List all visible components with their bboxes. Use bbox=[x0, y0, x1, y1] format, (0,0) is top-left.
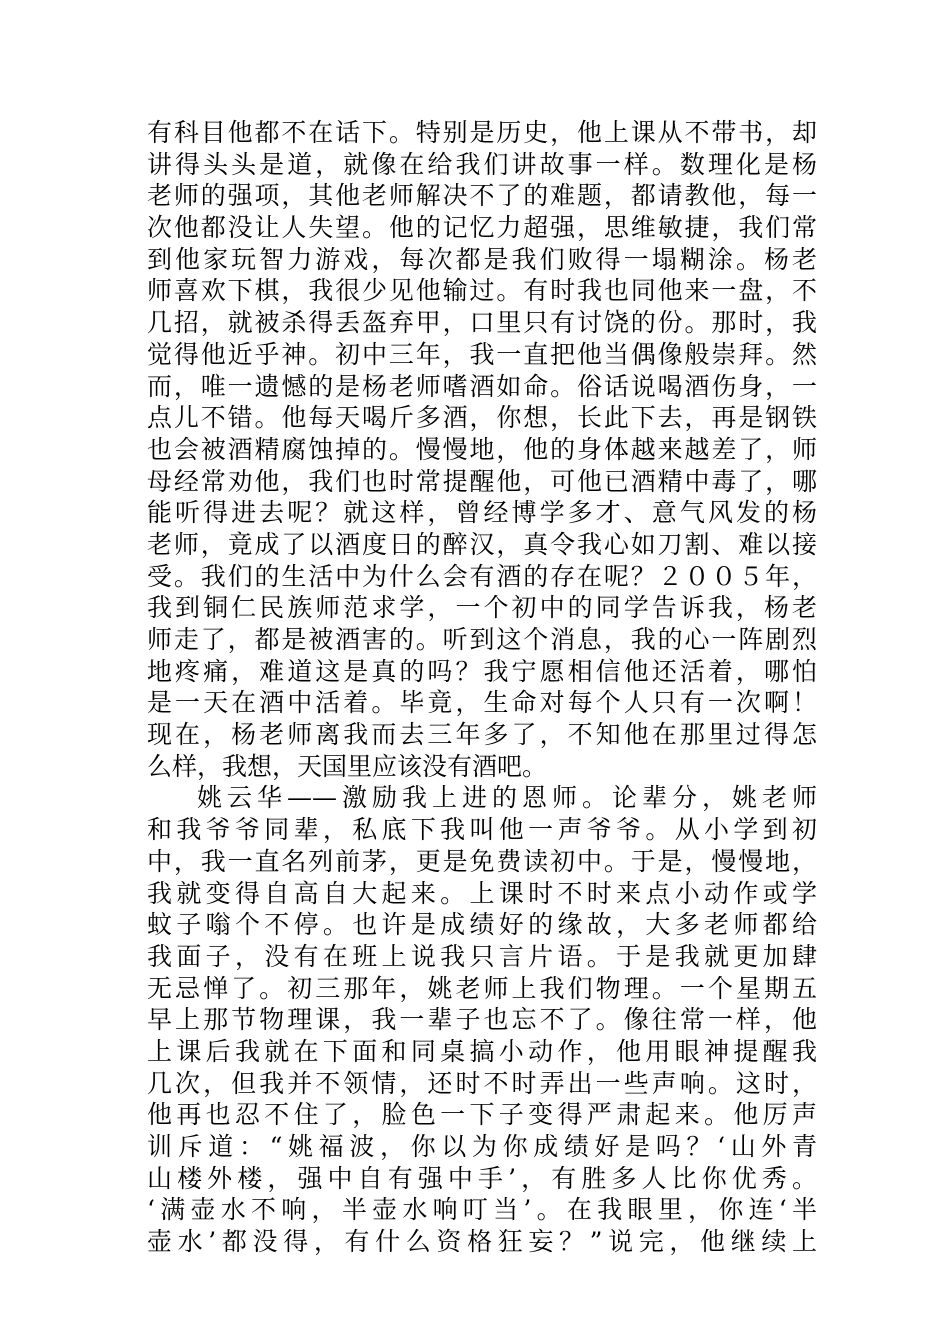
text-line: 老师的强项，其他老师解决不了的难题，都请教他，每一 bbox=[147, 181, 817, 211]
text-line: 老师，竟成了以酒度日的醉汉，真令我心如刀割、难以接 bbox=[147, 529, 817, 559]
text-line: 早上那节物理课，我一辈子也忘不了。像往常一样，他 bbox=[147, 1005, 817, 1035]
text-line: 中，我一直名列前茅，更是免费读初中。于是，慢慢地， bbox=[147, 846, 817, 876]
text-line: 受。我们的生活中为什么会有酒的存在呢？２００５年， bbox=[147, 561, 817, 591]
text-line: 训斥道：“姚福波，你以为你成绩好是吗？‘山外青 bbox=[147, 1132, 817, 1161]
paragraph-start-line: 姚云华——激励我上进的恩师。论辈分，姚老师 bbox=[197, 783, 817, 813]
text-line: 我就变得自高自大起来。上课时不时来点小动作或学 bbox=[147, 878, 817, 908]
text-line: 母经常劝他，我们也时常提醒他，可他已酒精中毒了，哪 bbox=[147, 466, 817, 496]
text-line: 我面子，没有在班上说我只言片语。于是我就更加肆 bbox=[147, 941, 817, 971]
text-line: ‘满壶水不响，半壶水响叮当’。在我眼里，你连‘半 bbox=[147, 1195, 817, 1225]
text-line: 是一天在酒中活着。毕竟，生命对每个人只有一次啊！ bbox=[147, 688, 817, 718]
text-line: 上课后我就在下面和同桌搞小动作，他用眼神提醒我 bbox=[147, 1036, 817, 1066]
text-line: 觉得他近乎神。初中三年，我一直把他当偶像般崇拜。然 bbox=[147, 339, 817, 369]
text-line: 无忌惮了。初三那年，姚老师上我们物理。一个星期五 bbox=[147, 973, 817, 1003]
text-line: 蚊子嗡个不停。也许是成绩好的缘故，大多老师都给 bbox=[147, 910, 817, 940]
text-line: 而，唯一遗憾的是杨老师嗜酒如命。俗话说喝酒伤身，一 bbox=[147, 371, 817, 401]
text-line: 地疼痛，难道这是真的吗？我宁愿相信他还活着，哪怕 bbox=[147, 656, 817, 686]
text-line: 壶水’都没得，有什么资格狂妄？”说完，他继续上 bbox=[147, 1227, 817, 1257]
text-line: 能听得进去呢？就这样，曾经博学多才、意气风发的杨 bbox=[147, 498, 817, 528]
body-text bbox=[147, 117, 817, 1258]
text-line: 和我爷爷同辈，私底下我叫他一声爷爷。从小学到初 bbox=[147, 815, 817, 845]
text-line: 我到铜仁民族师范求学，一个初中的同学告诉我，杨老 bbox=[147, 593, 817, 623]
text-line: 他再也忍不住了，脸色一下子变得严肃起来。他厉声 bbox=[147, 1100, 817, 1130]
text-line: 几次，但我并不领情，还时不时弄出一些声响。这时， bbox=[147, 1068, 817, 1098]
text-line: 山楼外楼，强中自有强中手’，有胜多人比你优秀。 bbox=[147, 1163, 817, 1193]
text-line: 师走了，都是被酒害的。听到这个消息，我的心一阵剧烈 bbox=[147, 625, 817, 654]
text-line: 次他都没让人失望。他的记忆力超强，思维敏捷，我们常 bbox=[147, 213, 817, 243]
text-line: 点儿不错。他每天喝斤多酒，你想，长此下去，再是钢铁 bbox=[147, 403, 817, 433]
text-line: 有科目他都不在话下。特别是历史，他上课从不带书，却 bbox=[147, 118, 817, 147]
text-line: 到他家玩智力游戏，每次都是我们败得一塌糊涂。杨老 bbox=[147, 244, 817, 274]
text-line: 师喜欢下棋，我很少见他输过。有时我也同他来一盘，不 bbox=[147, 276, 817, 306]
paragraph-end-line: 么样，我想，天国里应该没有酒吧。 bbox=[147, 751, 548, 781]
text-line: 几招，就被杀得丢盔弃甲，口里只有讨饶的份。那时，我 bbox=[147, 308, 817, 338]
text-line: 讲得头头是道，就像在给我们讲故事一样。数理化是杨 bbox=[147, 149, 817, 179]
text-line: 也会被酒精腐蚀掉的。慢慢地，他的身体越来越差了，师 bbox=[147, 434, 817, 464]
text-line: 现在，杨老师离我而去三年多了，不知他在那里过得怎 bbox=[147, 720, 817, 750]
